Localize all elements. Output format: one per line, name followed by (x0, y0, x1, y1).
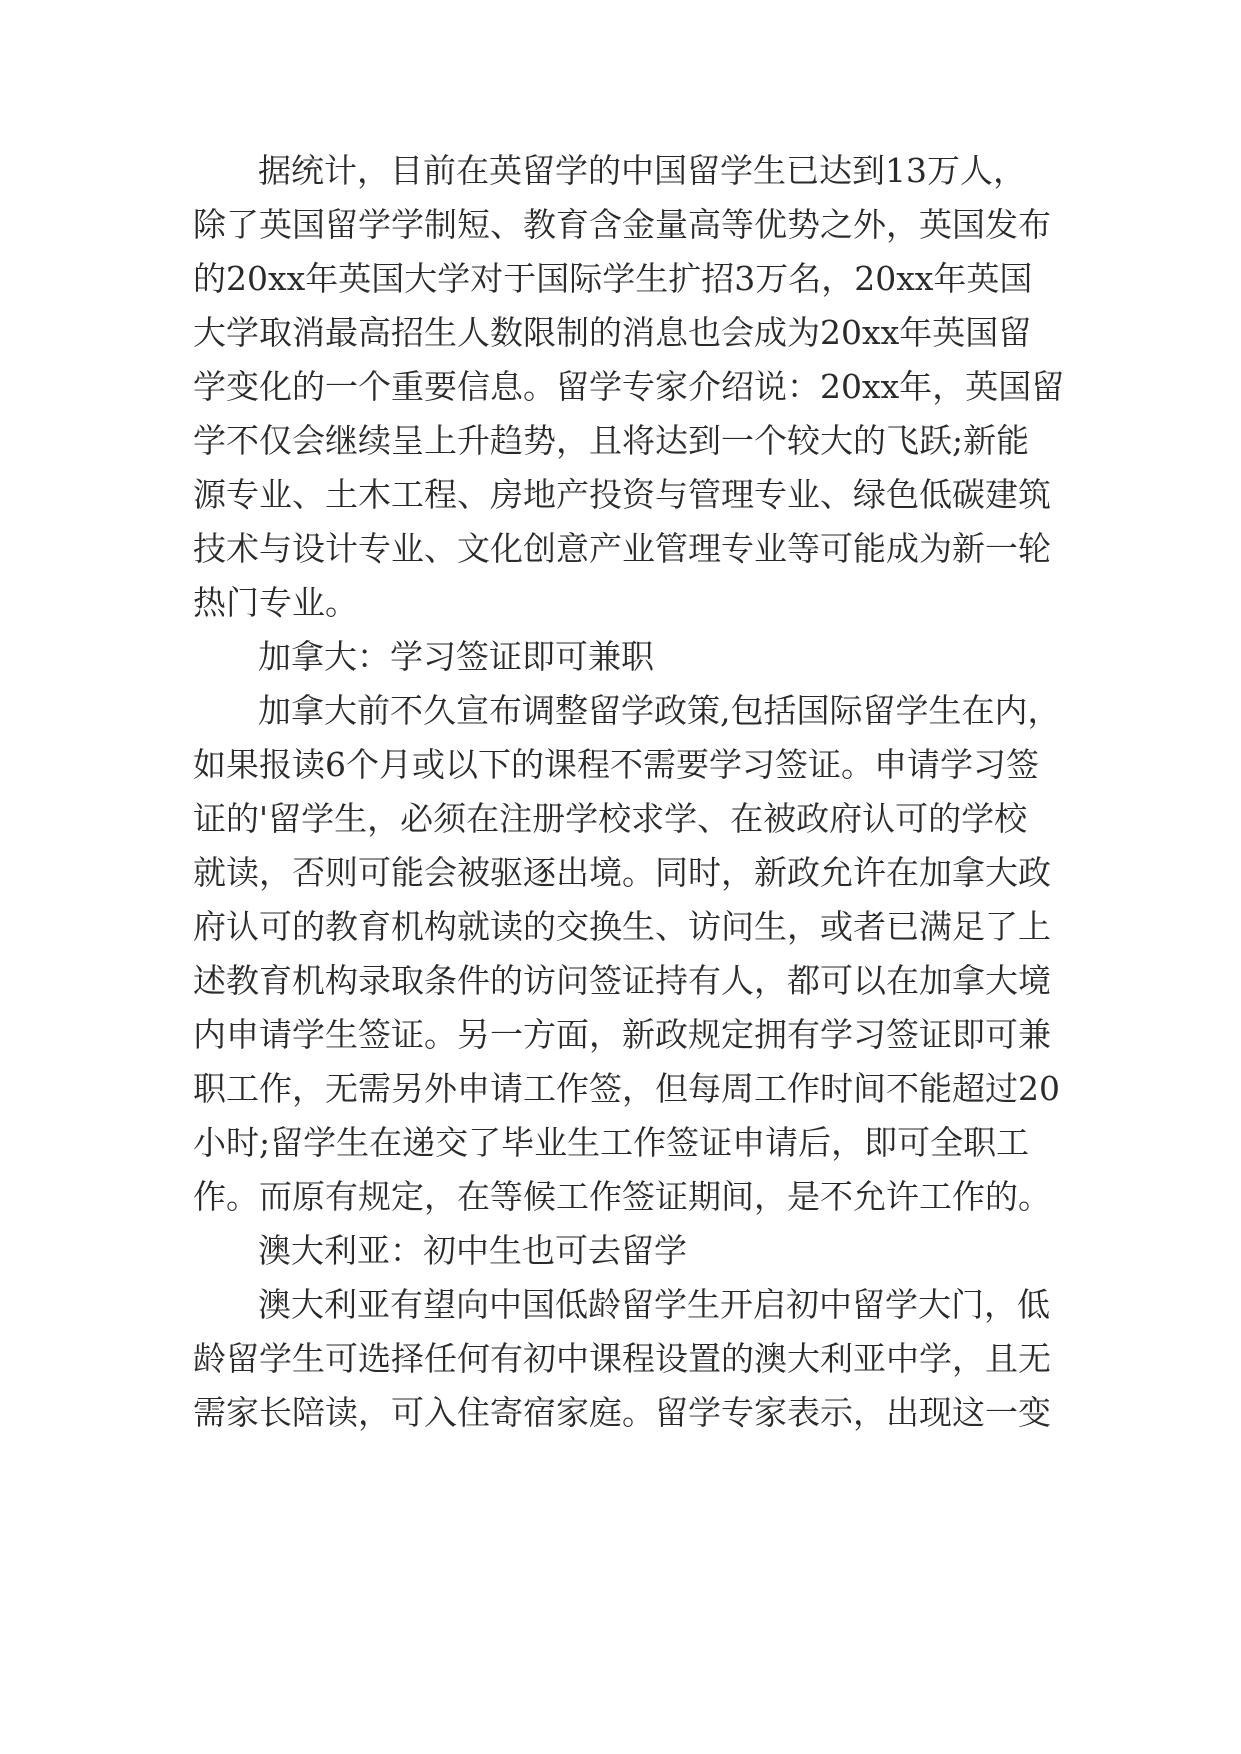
text-line: 需家长陪读，可入住寄宿家庭。留学专家表示，出现这一变 (193, 1393, 1051, 1432)
text-line: 除了英国留学学制短、教育含金量高等优势之外，英国发布 (193, 205, 1051, 244)
text-line: 技术与设计专业、文化创意产业管理专业等可能成为新一轮 (193, 529, 1051, 568)
text-line: 据统计，目前在英留学的中国留学生已达到13万人， (258, 151, 1026, 190)
text-line: 学不仅会继续呈上升趋势，且将达到一个较大的飞跃;新能 (193, 421, 1030, 460)
text-line: 的20xx年英国大学对于国际学生扩招3万名，20xx年英国 (193, 259, 1033, 298)
text-line: 府认可的教育机构就读的交换生、访问生，或者已满足了上 (193, 907, 1051, 946)
text-line: 就读，否则可能会被驱逐出境。同时，新政允许在加拿大政 (193, 853, 1051, 892)
text-line: 龄留学生可选择任何有初中课程设置的澳大利亚中学，且无 (193, 1339, 1051, 1378)
text-line: 小时;留学生在递交了毕业生工作签证申请后，即可全职工 (193, 1123, 1030, 1162)
text-line: 大学取消最高招生人数限制的消息也会成为20xx年英国留 (193, 313, 1032, 352)
text-line: 源专业、土木工程、房地产投资与管理专业、绿色低碳建筑 (193, 475, 1051, 514)
text-line: 作。而原有规定，在等候工作签证期间，是不允许工作的。 (193, 1177, 1051, 1216)
section-heading-australia: 澳大利亚：初中生也可去留学 (258, 1231, 687, 1270)
text-line: 澳大利亚有望向中国低龄留学生开启初中留学大门，低 (258, 1285, 1050, 1324)
text-line: 热门专业。 (193, 583, 358, 622)
text-line: 学变化的一个重要信息。留学专家介绍说：20xx年，英国留 (193, 367, 1065, 406)
text-line: 如果报读6个月或以下的课程不需要学习签证。申请学习签 (193, 745, 1039, 784)
text-line: 证的'留学生，必须在注册学校求学、在被政府认可的学校 (193, 799, 1028, 838)
text-line: 述教育机构录取条件的访问签证持有人，都可以在加拿大境 (193, 961, 1051, 1000)
section-heading-canada: 加拿大：学习签证即可兼职 (258, 637, 654, 676)
text-line: 内申请学生签证。另一方面，新政规定拥有学习签证即可兼 (193, 1015, 1051, 1054)
text-line: 加拿大前不久宣布调整留学政策,包括国际留学生在内， (258, 691, 1061, 730)
text-line: 职工作，无需另外申请工作签，但每周工作时间不能超过20 (193, 1069, 1060, 1108)
